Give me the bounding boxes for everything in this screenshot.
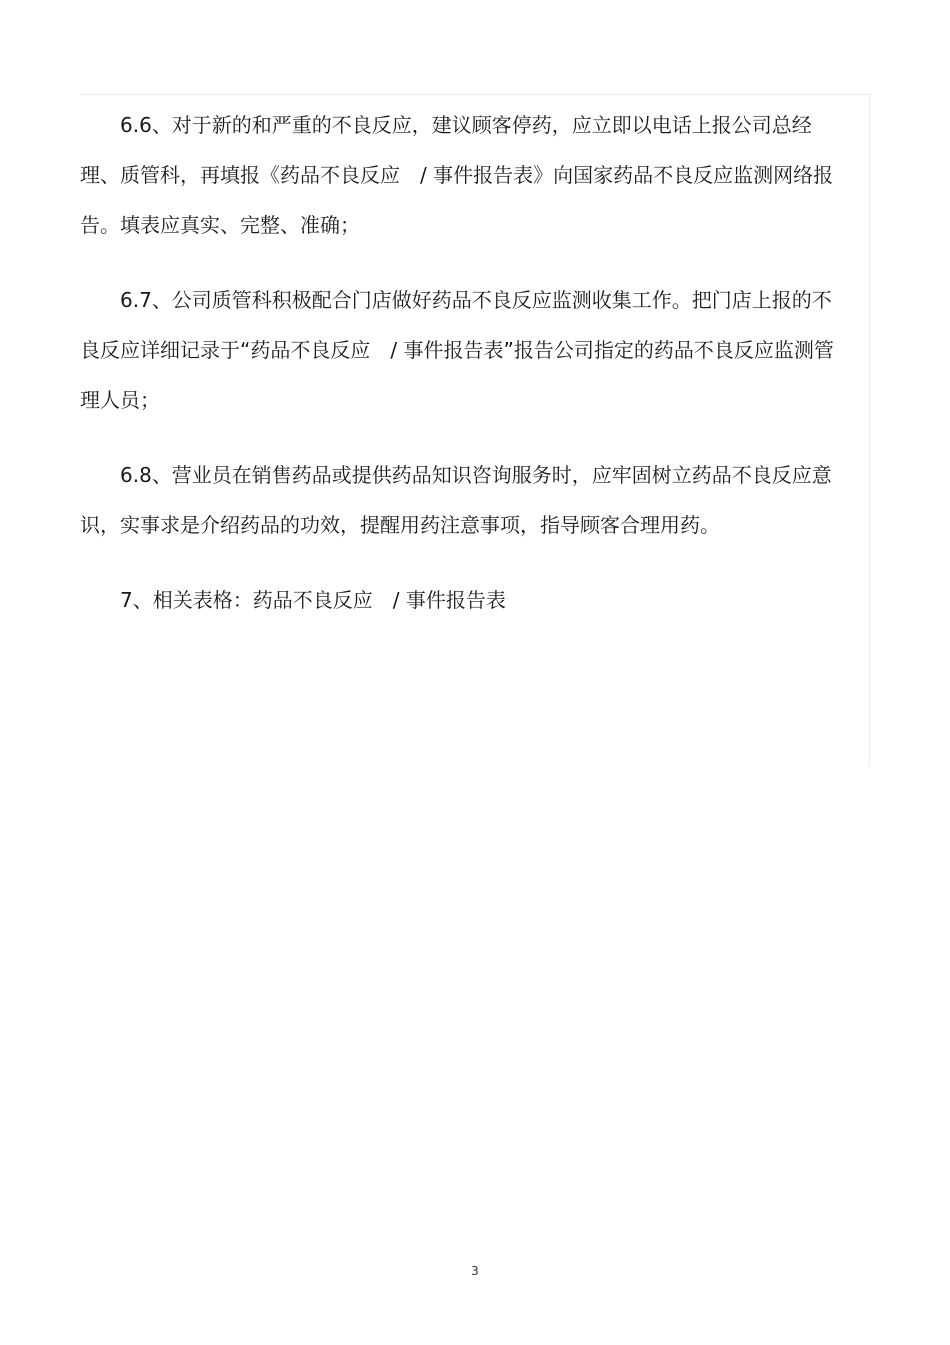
page-frame-top-border xyxy=(80,94,870,95)
paragraph-number: 6.8 xyxy=(120,463,152,487)
paragraph-6-7 xyxy=(80,275,850,425)
paragraph-7 xyxy=(80,575,850,625)
paragraph-number: 6.7 xyxy=(120,288,152,312)
paragraph-6-6 xyxy=(80,100,850,250)
paragraph-text: 、营业员在销售药品或提供药品知识咨询服务时，应牢固树立药品不良反应意识，实事求是介绍药品的功效，提醒用药注意事项，指导顾客合理用药。 xyxy=(80,463,832,537)
paragraph-text: 、对于新的和严重的不良反应，建议顾客停药，应立即以电话上报公司总经理、质管科，再填报《药品不良反应 / 事件报告表》向国家药品不良反应监测网络报告。填表应真实、完整、准确； xyxy=(80,113,834,237)
paragraph-number: 6.6 xyxy=(120,113,152,137)
paragraph-6-8 xyxy=(80,450,850,550)
paragraph-number: 7 xyxy=(120,588,133,612)
paragraph-text: 、相关表格：药品不良反应 / 事件报告表 xyxy=(132,588,506,612)
page-number: 3 xyxy=(471,1264,479,1278)
document-body xyxy=(80,100,850,650)
paragraph-text: 、公司质管科积极配合门店做好药品不良反应监测收集工作。把门店上报的不良反应详细记录于“药品不良反应 / 事件报告表”报告公司指定的药品不良反应监测管理人员； xyxy=(80,288,834,412)
page-frame-right-border xyxy=(869,94,870,766)
